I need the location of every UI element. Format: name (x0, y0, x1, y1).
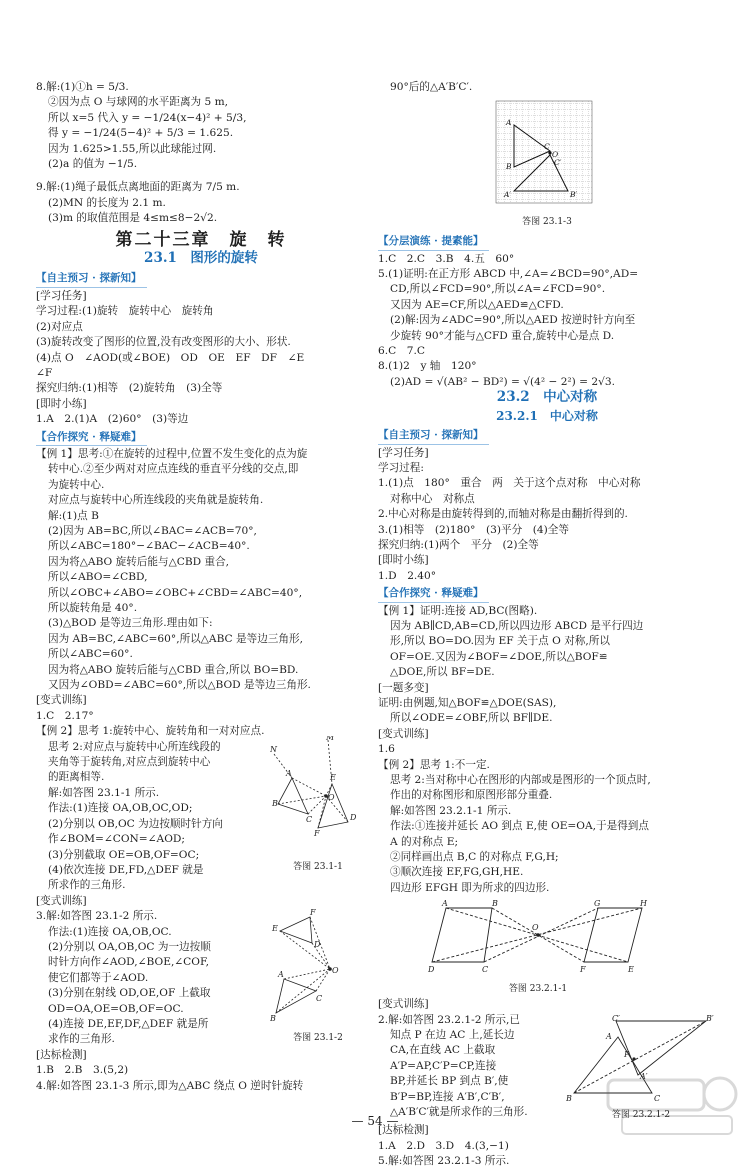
answer-line: 1.C 2.C 3.B 4.五 60° (378, 252, 515, 265)
answer-line: 又因为∠OBD=∠ABC=60°,所以△BOD 是等边三角形. (48, 679, 311, 692)
svg-text:G: G (594, 899, 601, 909)
answer-line: [达标检测] (378, 1124, 429, 1137)
svg-text:A: A (506, 118, 512, 128)
svg-text:F: F (310, 909, 316, 918)
svg-text:B: B (270, 1014, 276, 1024)
answer-line: (4)连接 DE,EF,DF,△DEF 就是所 (48, 1017, 209, 1030)
answer-line: 5.解:如答图 23.2.1-3 所示. (378, 1155, 510, 1168)
svg-text:A: A (442, 899, 448, 909)
svg-text:C: C (654, 1093, 661, 1103)
answer-line: 3.(1)相等 (2)180° (3)平分 (4)全等 (378, 523, 569, 536)
svg-text:B: B (492, 899, 498, 909)
answer-line: [即时小练] (378, 554, 429, 567)
answer-line: (3)分别在射线 OD,OE,OF 上截取 (48, 987, 211, 1000)
svg-text:H: H (640, 899, 647, 909)
answer-line: (2)解:因为∠ADC=90°,所以△AED 按逆时针方向至 (390, 314, 636, 327)
answer-line: 解:如答图 23.2.1-1 所示. (390, 804, 512, 817)
answer-line: 对应点与旋转中心所连线段的夹角就是旋转角. (48, 494, 264, 507)
svg-text:N: N (270, 745, 277, 755)
svg-text:C′: C′ (554, 158, 562, 168)
answer-line: 作法:①连接并延长 AO 到点 E,使 OE=OA,于是得到点 (390, 820, 649, 833)
svg-text:O: O (328, 793, 335, 803)
answer-line: 所以∠ODE=∠OBF,所以 BF∥DE. (390, 712, 553, 725)
answer-line: 1.A 2.D 3.D 4.(3,−1) (378, 1139, 509, 1152)
example-2-block (36, 724, 366, 893)
answer-line: 探究归纳:(1)两个 平分 (2)全等 (378, 538, 539, 551)
answer-line: 夹角等于旋转角,对应点到旋转中心 (48, 756, 211, 769)
answer-line: [达标检测] (36, 1048, 87, 1061)
svg-text:O: O (532, 923, 539, 933)
answer-line: (3)△BOD 是等边三角形.理由如下: (48, 617, 213, 630)
answer-line: (4)依次连接 DE,FD,△DEF 就是 (48, 863, 204, 876)
figure-caption: 答图 23.1-3 (522, 216, 572, 227)
answer-line: 形,所以 BO=DO.因为 EF 关于点 O 对称,所以 (390, 635, 610, 648)
answer-line: △A′B′C′就是所求作的三角形. (390, 1105, 528, 1118)
section-banner: 【合作探究 · 释疑难】 (36, 430, 147, 446)
section-banner: 【自主预习 · 探新知】 (378, 428, 489, 444)
answer-line: 所求作的三角形. (48, 879, 126, 892)
answer-line: 对称中心 对称点 (390, 492, 475, 505)
answer-line: 所以∠OBC+∠ABO=∠OBC+∠CBD=∠ABC=40°, (48, 586, 303, 599)
answer-line: 的距离相等. (48, 771, 105, 784)
figure-caption: 答图 23.1-2 (293, 1032, 343, 1043)
answer-line: ②同样画出点 B,C 的对称点 F,G,H; (390, 851, 559, 864)
answer-line: 四边形 EFGH 即为所求的四边形. (390, 881, 550, 894)
left-column (36, 80, 366, 1094)
svg-text:B: B (272, 799, 278, 809)
answer-line: (3)旋转改变了图形的位置,没有改变图形的大小、形状. (36, 336, 291, 349)
answer-line: 5.(1)证明:在正方形 ABCD 中,∠A=∠BCD=90°,AD= (378, 268, 639, 281)
svg-text:D: D (314, 940, 321, 950)
svg-text:E: E (330, 773, 336, 783)
answer-line: (4)点 O ∠AOD(或∠BOE) OD OE EF DF ∠E (36, 351, 305, 364)
page-number: — 54 — (351, 1114, 399, 1128)
answer-line: 得 y = −1/24(5−4)² + 5/3 = 1.625. (48, 127, 234, 140)
answer-line: 3.解:如答图 23.1-2 所示. (36, 910, 158, 923)
answer-line: 学习过程:(1)旋转 旋转中心 旋转角 (36, 305, 214, 318)
answer-line: (2)因为 AB=BC,所以∠BAC=∠ACB=70°, (48, 524, 257, 537)
answer-line: 因为 1.625>1.55,所以此球能过网. (48, 142, 217, 155)
svg-text:C: C (306, 815, 313, 825)
answer-line: 1.6 (378, 743, 395, 756)
rotation-diagram (270, 909, 366, 1025)
answer-line: 所以∠ABO=∠CBD, (48, 571, 148, 584)
answer-line: 【例 2】思考 1:不一定. (378, 758, 490, 771)
figure-23-1-3 (492, 97, 602, 230)
figure-23-1-2 (270, 909, 366, 1046)
answer-line: [学习任务] (36, 289, 87, 302)
section-banner: 【合作探究 · 释疑难】 (378, 586, 489, 602)
answer-line: 证明:由例题,知△BOF≌△DOE(SAS), (378, 697, 557, 709)
answer-line: (2)分别以 OA,OB,OC 为一边按顺 (48, 940, 211, 953)
answer-line: A′P=AP,C′P=CP,连接 (390, 1059, 497, 1072)
section-banner: 【分层演练 · 提素能】 (378, 234, 489, 250)
answer-line: 使它们都等于∠AOD. (48, 971, 149, 984)
answer-line: (2)a 的值为 −1/5. (48, 158, 138, 171)
svg-text:M: M (326, 736, 335, 743)
svg-text:E: E (628, 965, 634, 975)
answer-line: CA,在直线 AC 上截取 (390, 1044, 496, 1057)
answer-line: B′P=BP,连接 A′B′,C′B′, (390, 1090, 505, 1103)
answer-line: 1.A 2.(1)A (2)60° (3)等边 (36, 413, 189, 426)
svg-text:E: E (272, 924, 278, 934)
answer-line: 【例 1】证明:连接 AD,BC(图略). (378, 604, 538, 617)
answer-line: [变式训练] (378, 727, 429, 740)
subsection-title: 23.2.1 中心对称 (496, 408, 598, 423)
answer-line: 2.解:如答图 23.2.1-2 所示,已 (378, 1013, 520, 1026)
answer-line: 90°后的△A′B′C′. (390, 81, 473, 93)
answer-line: 因为将△ABO 旋转后能与△CBD 重合, (48, 555, 230, 568)
figure-caption: 答图 23.2.1-1 (508, 983, 568, 994)
answer-line: 探究归纳:(1)相等 (2)旋转角 (3)全等 (36, 382, 223, 395)
svg-text:D: D (428, 965, 435, 975)
grid-rotation-diagram (492, 97, 602, 209)
answer-line: 作出的对称图形和原图形部分重叠. (390, 789, 553, 802)
svg-text:A: A (606, 1031, 612, 1041)
answer-line: 1.B 2.B 3.(5,2) (36, 1064, 129, 1077)
watermark-logo (602, 1070, 742, 1140)
answer-line: [变式训练] (378, 998, 429, 1011)
rotation-diagram (270, 736, 366, 854)
answer-line: 作法:(1)连接 OA,OB,OC. (48, 925, 172, 938)
svg-text:A′: A′ (504, 190, 512, 200)
answer-line: 作∠BOM=∠CON=∠AOD; (48, 833, 185, 846)
answer-line: [变式训练] (36, 694, 87, 707)
svg-text:F: F (580, 965, 586, 975)
answer-line: (2)AD = √(AB² − BD²) = √(4² − 2²) = 2√3. (390, 375, 616, 388)
svg-text:B: B (566, 1093, 572, 1103)
answer-line: 1.C 2.17° (36, 709, 94, 722)
answer-line: 又因为 AE=CF,所以△AED≌△CFD. (390, 298, 564, 311)
svg-text:F: F (314, 829, 320, 839)
svg-text:A: A (286, 769, 292, 779)
answer-line: 所以∠ABC=180°−∠BAC−∠ACB=40°. (48, 540, 250, 553)
answer-line: 1.(1)点 180° 重合 两 关于这个点对称 中心对称 (378, 477, 641, 490)
answer-line: 2.中心对称是由旋转得到的,而轴对称是由翻折得到的. (378, 508, 628, 521)
answer-line: 因为 AB=BC,∠ABC=60°,所以△ABC 是等边三角形, (48, 632, 303, 645)
answer-line: 6.C 7.C (378, 345, 426, 358)
answer-line: [变式训练] (36, 894, 87, 907)
svg-text:C: C (316, 994, 323, 1004)
svg-text:O: O (332, 966, 339, 976)
answer-line: 9.解:(1)绳子最低点离地面的距离为 7/5 m. (36, 181, 240, 194)
answer-line: 学习过程: (378, 461, 424, 474)
answer-line: ③顺次连接 EF,FG,GH,HE. (390, 866, 524, 879)
figure-caption: 答图 23.2.1-2 (611, 1109, 671, 1120)
section-title: 23.1 图形的旋转 (144, 250, 258, 267)
answer-line: [学习任务] (378, 446, 429, 459)
answer-line: 为旋转中心. (48, 478, 105, 491)
svg-text:A: A (278, 970, 284, 980)
answer-line: OF=OE.又因为∠BOF=∠DOE,所以△BOF≌ (390, 650, 608, 663)
answer-line: (3)分别截取 OE=OB,OF=OC; (48, 848, 200, 861)
answer-line: [一题多变] (378, 681, 429, 694)
svg-text:D: D (350, 813, 357, 823)
answer-line: BP,并延长 BP 到点 B′,使 (390, 1075, 509, 1088)
answer-line: (2)MN 的长度为 2.1 m. (48, 196, 166, 209)
answer-line: 因为 AB∥CD,AB=CD,所以四边形 ABCD 是平行四边 (390, 619, 644, 632)
section-banner: 【自主预习 · 探新知】 (36, 271, 147, 287)
answer-line: 知点 P 在边 AC 上,延长边 (390, 1028, 515, 1041)
answer-line: 作法:(1)连接 OA,OB,OC,OD; (48, 802, 193, 815)
answer-line: 少旋转 90°才能与△CFD 重合,旋转中心是点 D. (390, 329, 615, 342)
figure-23-1-1 (270, 736, 366, 875)
answer-line: 时针方向作∠AOD,∠BOE,∠COF, (48, 956, 210, 969)
answer-line: 4.解:如答图 23.1-3 所示,即为△ABC 绕点 O 逆时针旋转 (36, 1079, 304, 1092)
answer-line: (3)m 的取值范围是 4≤m≤8−2√2. (48, 212, 218, 225)
answer-line: [即时小练] (36, 397, 87, 410)
answer-line: A 的对称点 E; (390, 835, 459, 848)
right-column (378, 80, 716, 1170)
answer-line: 所以旋转角是 40°. (48, 602, 138, 614)
svg-text:C′: C′ (612, 1013, 620, 1023)
svg-text:A′: A′ (640, 1071, 648, 1081)
answer-line: ∠F (36, 366, 53, 379)
answer-line: 【例 1】思考:①在旋转的过程中,位置不发生变化的点为旋 (36, 447, 308, 460)
variant-3-block (36, 909, 366, 1048)
answer-line: 解:(1)点 B (48, 509, 99, 522)
answer-line: 8.解:(1)①h = 5/3. (36, 81, 129, 93)
answer-line: CD,所以∠FCD=90°,所以∠A=∠FCD=90°. (390, 283, 606, 296)
svg-text:O: O (552, 150, 559, 160)
answer-line: ②因为点 O 与球网的水平距离为 5 m, (48, 96, 229, 109)
answer-line: 转中心.②至少两对对应点连线的垂直平分线的交点,即 (48, 463, 299, 476)
answer-line: (2)对应点 (36, 320, 83, 333)
central-symmetry-diagram (428, 898, 648, 976)
svg-text:C: C (482, 965, 489, 975)
svg-text:P: P (624, 1049, 630, 1059)
figure-caption: 答图 23.1-1 (293, 861, 343, 872)
chapter-title: 第二十三章 旋 转 (115, 229, 287, 250)
svg-text:B: B (506, 162, 512, 172)
answer-line: 解:如答图 23.1-1 所示. (48, 786, 160, 799)
answer-line: 【例 2】思考 1:旋转中心、旋转角和一对对应点. (36, 725, 265, 738)
section-title: 23.2 中心对称 (496, 389, 598, 406)
svg-text:B′: B′ (570, 190, 578, 200)
answer-line: 所以∠ABC=60°. (48, 648, 133, 661)
answer-line: OD=OA,OE=OB,OF=OC. (48, 1002, 184, 1015)
answer-line: (2)分别以 OB,OC 为边按顺时针方向 (48, 817, 223, 830)
svg-text:C: C (544, 142, 550, 152)
answer-line: 思考 2:当对称中心在图形的内部或是图形的一个顶点时, (390, 774, 651, 787)
answer-line: 因为将△ABO 旋转后能与△CBD 重合,所以 BO=BD. (48, 663, 299, 676)
answer-line: △DOE,所以 BF=DE. (390, 666, 495, 679)
answer-line: 思考 2:对应点与旋转中心所连线段的 (48, 740, 221, 753)
answer-line: 1.D 2.40° (378, 569, 437, 582)
answer-line: 所以 x=5 代入 y = −1/24(x−4)² + 5/3, (48, 111, 247, 124)
figure-23-2-1-1 (428, 898, 648, 997)
answer-line: 求作的三角形. (48, 1033, 115, 1046)
svg-text:B′: B′ (706, 1013, 714, 1023)
answer-line: 8.(1)2 y 轴 120° (378, 360, 477, 373)
